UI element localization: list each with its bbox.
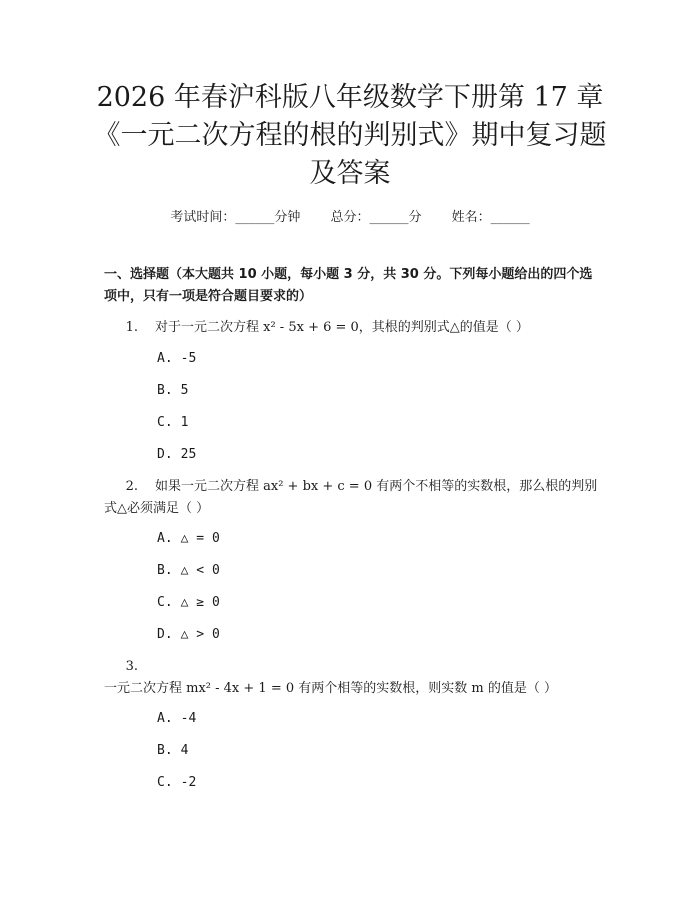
option-text: 5 [180,383,189,398]
option-text: △ > 0 [180,627,220,642]
option-text: -2 [180,775,197,790]
option-c [157,593,220,613]
question-1 [104,317,604,339]
option-b [157,561,220,581]
total-score-field: 总分：______分 [330,210,422,225]
option-text: 25 [180,447,197,462]
option-letter: D. [157,447,173,462]
exam-meta [0,206,700,225]
option-text: -4 [180,711,197,726]
option-letter: B. [157,563,173,578]
option-text: △ ≥ 0 [180,595,220,610]
document-title-line-3: 及答案 [309,158,391,189]
option-a [157,529,220,549]
option-text: 4 [180,743,189,758]
question-text: 对于一元二次方程 x² - 5x + 6 = 0，其根的判别式△的值是（ ） [155,320,529,335]
question-text: 一元二次方程 mx² - 4x + 1 = 0 有两个相等的实数根，则实数 m 的值是（ ） [104,681,557,696]
option-letter: D. [157,627,173,642]
section-heading: 一、选择题（本大题共 10 小题，每小题 3 分，共 30 分。下列每小题给出的四个选项中，只有一项是符合题目要求的） [104,267,593,304]
question-number: 2. [125,479,138,494]
option-text: -5 [180,351,197,366]
option-c [157,773,196,793]
option-a [157,709,196,729]
option-letter: A. [157,531,173,546]
option-b [157,381,188,401]
question-number: 3. [125,659,138,674]
question-2 [104,476,604,520]
option-letter: A. [157,711,173,726]
document-title-line-1: 2026 年春沪科版八年级数学下册第 17 章 [96,82,604,113]
option-letter: B. [157,383,173,398]
option-a [157,349,196,369]
question-text: 如果一元二次方程 ax² + bx + c = 0 有两个不相等的实数根，那么根的判别式△必须满足（ ） [104,479,598,516]
option-letter: B. [157,743,173,758]
exam-time-field: 考试时间：______分钟 [170,210,301,225]
option-d [157,445,196,465]
option-letter: C. [157,775,173,790]
option-letter: C. [157,595,173,610]
option-text: 1 [180,415,189,430]
question-number: 1. [125,320,138,335]
document-title-line-2: 《一元二次方程的根的判别式》期中复习题 [93,120,607,151]
option-letter: A. [157,351,173,366]
question-3 [104,656,604,700]
option-text: △ < 0 [180,563,220,578]
option-c [157,413,188,433]
option-letter: C. [157,415,173,430]
option-b [157,741,188,761]
student-name-field: 姓名：______ [451,210,530,225]
option-d [157,625,220,645]
option-text: △ = 0 [180,531,220,546]
